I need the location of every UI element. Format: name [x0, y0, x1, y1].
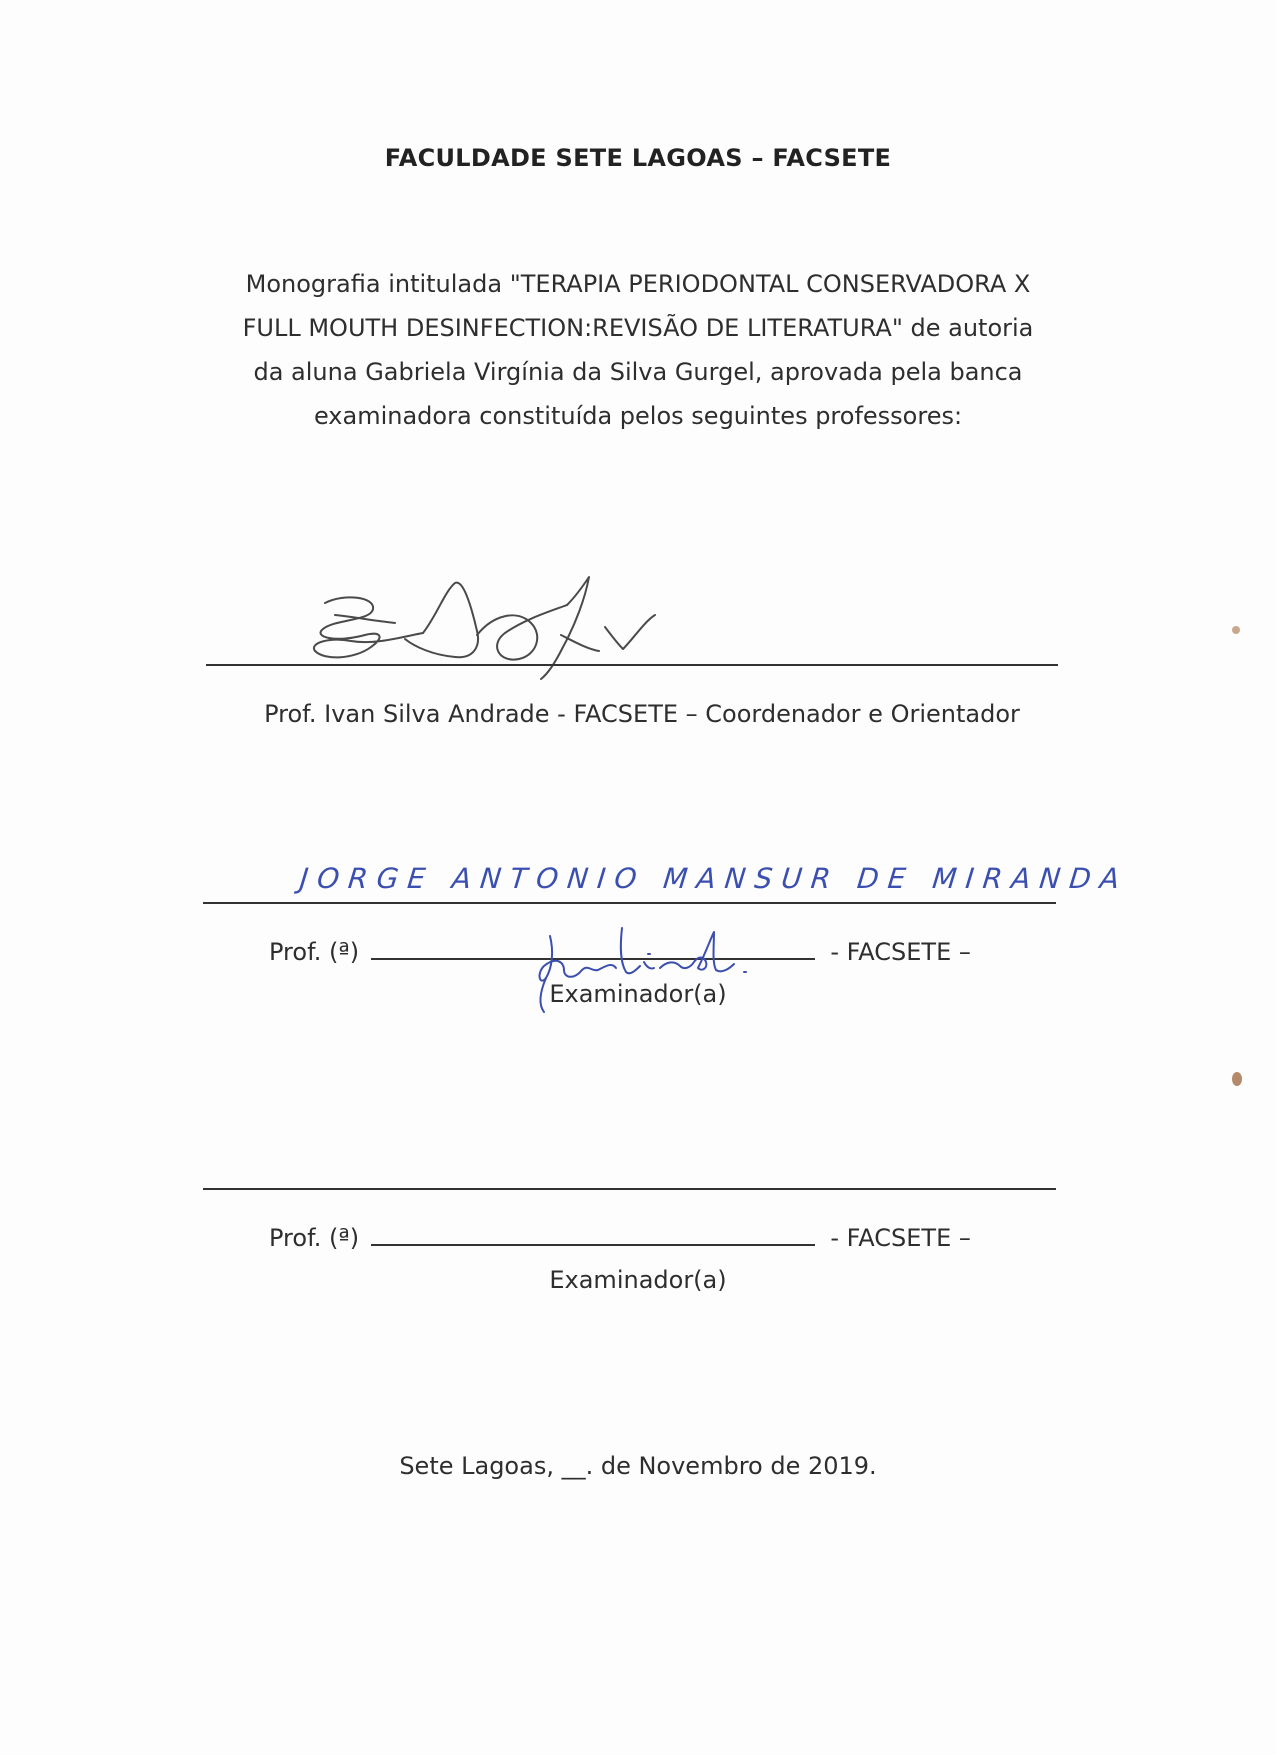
handwritten-name-examiner-2: JORGE ANTONIO MANSUR DE MIRANDA [298, 862, 1130, 895]
name-line-2 [203, 902, 1056, 904]
examiner-3-suffix: - FACSETE – [830, 1224, 971, 1252]
examiner-3-prefix: Prof. (ª) [269, 1224, 360, 1252]
signature-line-1 [206, 664, 1058, 666]
examiner-1-caption: Prof. Ivan Silva Andrade - FACSETE – Coordenador e Orientador [264, 700, 1020, 728]
name-line-3 [203, 1188, 1056, 1190]
paper-stain [1232, 1072, 1242, 1086]
place-date: Sete Lagoas, __. de Novembro de 2019. [399, 1452, 877, 1480]
statement-line-3: da aluna Gabriela Virgínia da Silva Gurgel, aprovada pela banca [253, 358, 1023, 386]
examiner-2-suffix: - FACSETE – [830, 938, 971, 966]
signature-blank-3 [371, 1244, 815, 1246]
signature-examiner-1 [305, 575, 685, 690]
institution-title: FACULDADE SETE LAGOAS – FACSETE [384, 144, 892, 172]
examiner-3-role: Examinador(a) [549, 1266, 727, 1294]
examiner-3-prof-line [269, 1224, 971, 1252]
statement-line-2: FULL MOUTH DESINFECTION:REVISÃO DE LITERATURA" de autoria [242, 314, 1034, 342]
examiner-2-role: Examinador(a) [549, 980, 727, 1008]
paper-stain [1232, 626, 1240, 634]
statement-line-1: Monografia intitulada "TERAPIA PERIODONTAL CONSERVADORA X [245, 270, 1031, 298]
statement-line-4: examinadora constituída pelos seguintes professores: [313, 402, 963, 430]
examiner-2-prefix: Prof. (ª) [269, 938, 360, 966]
